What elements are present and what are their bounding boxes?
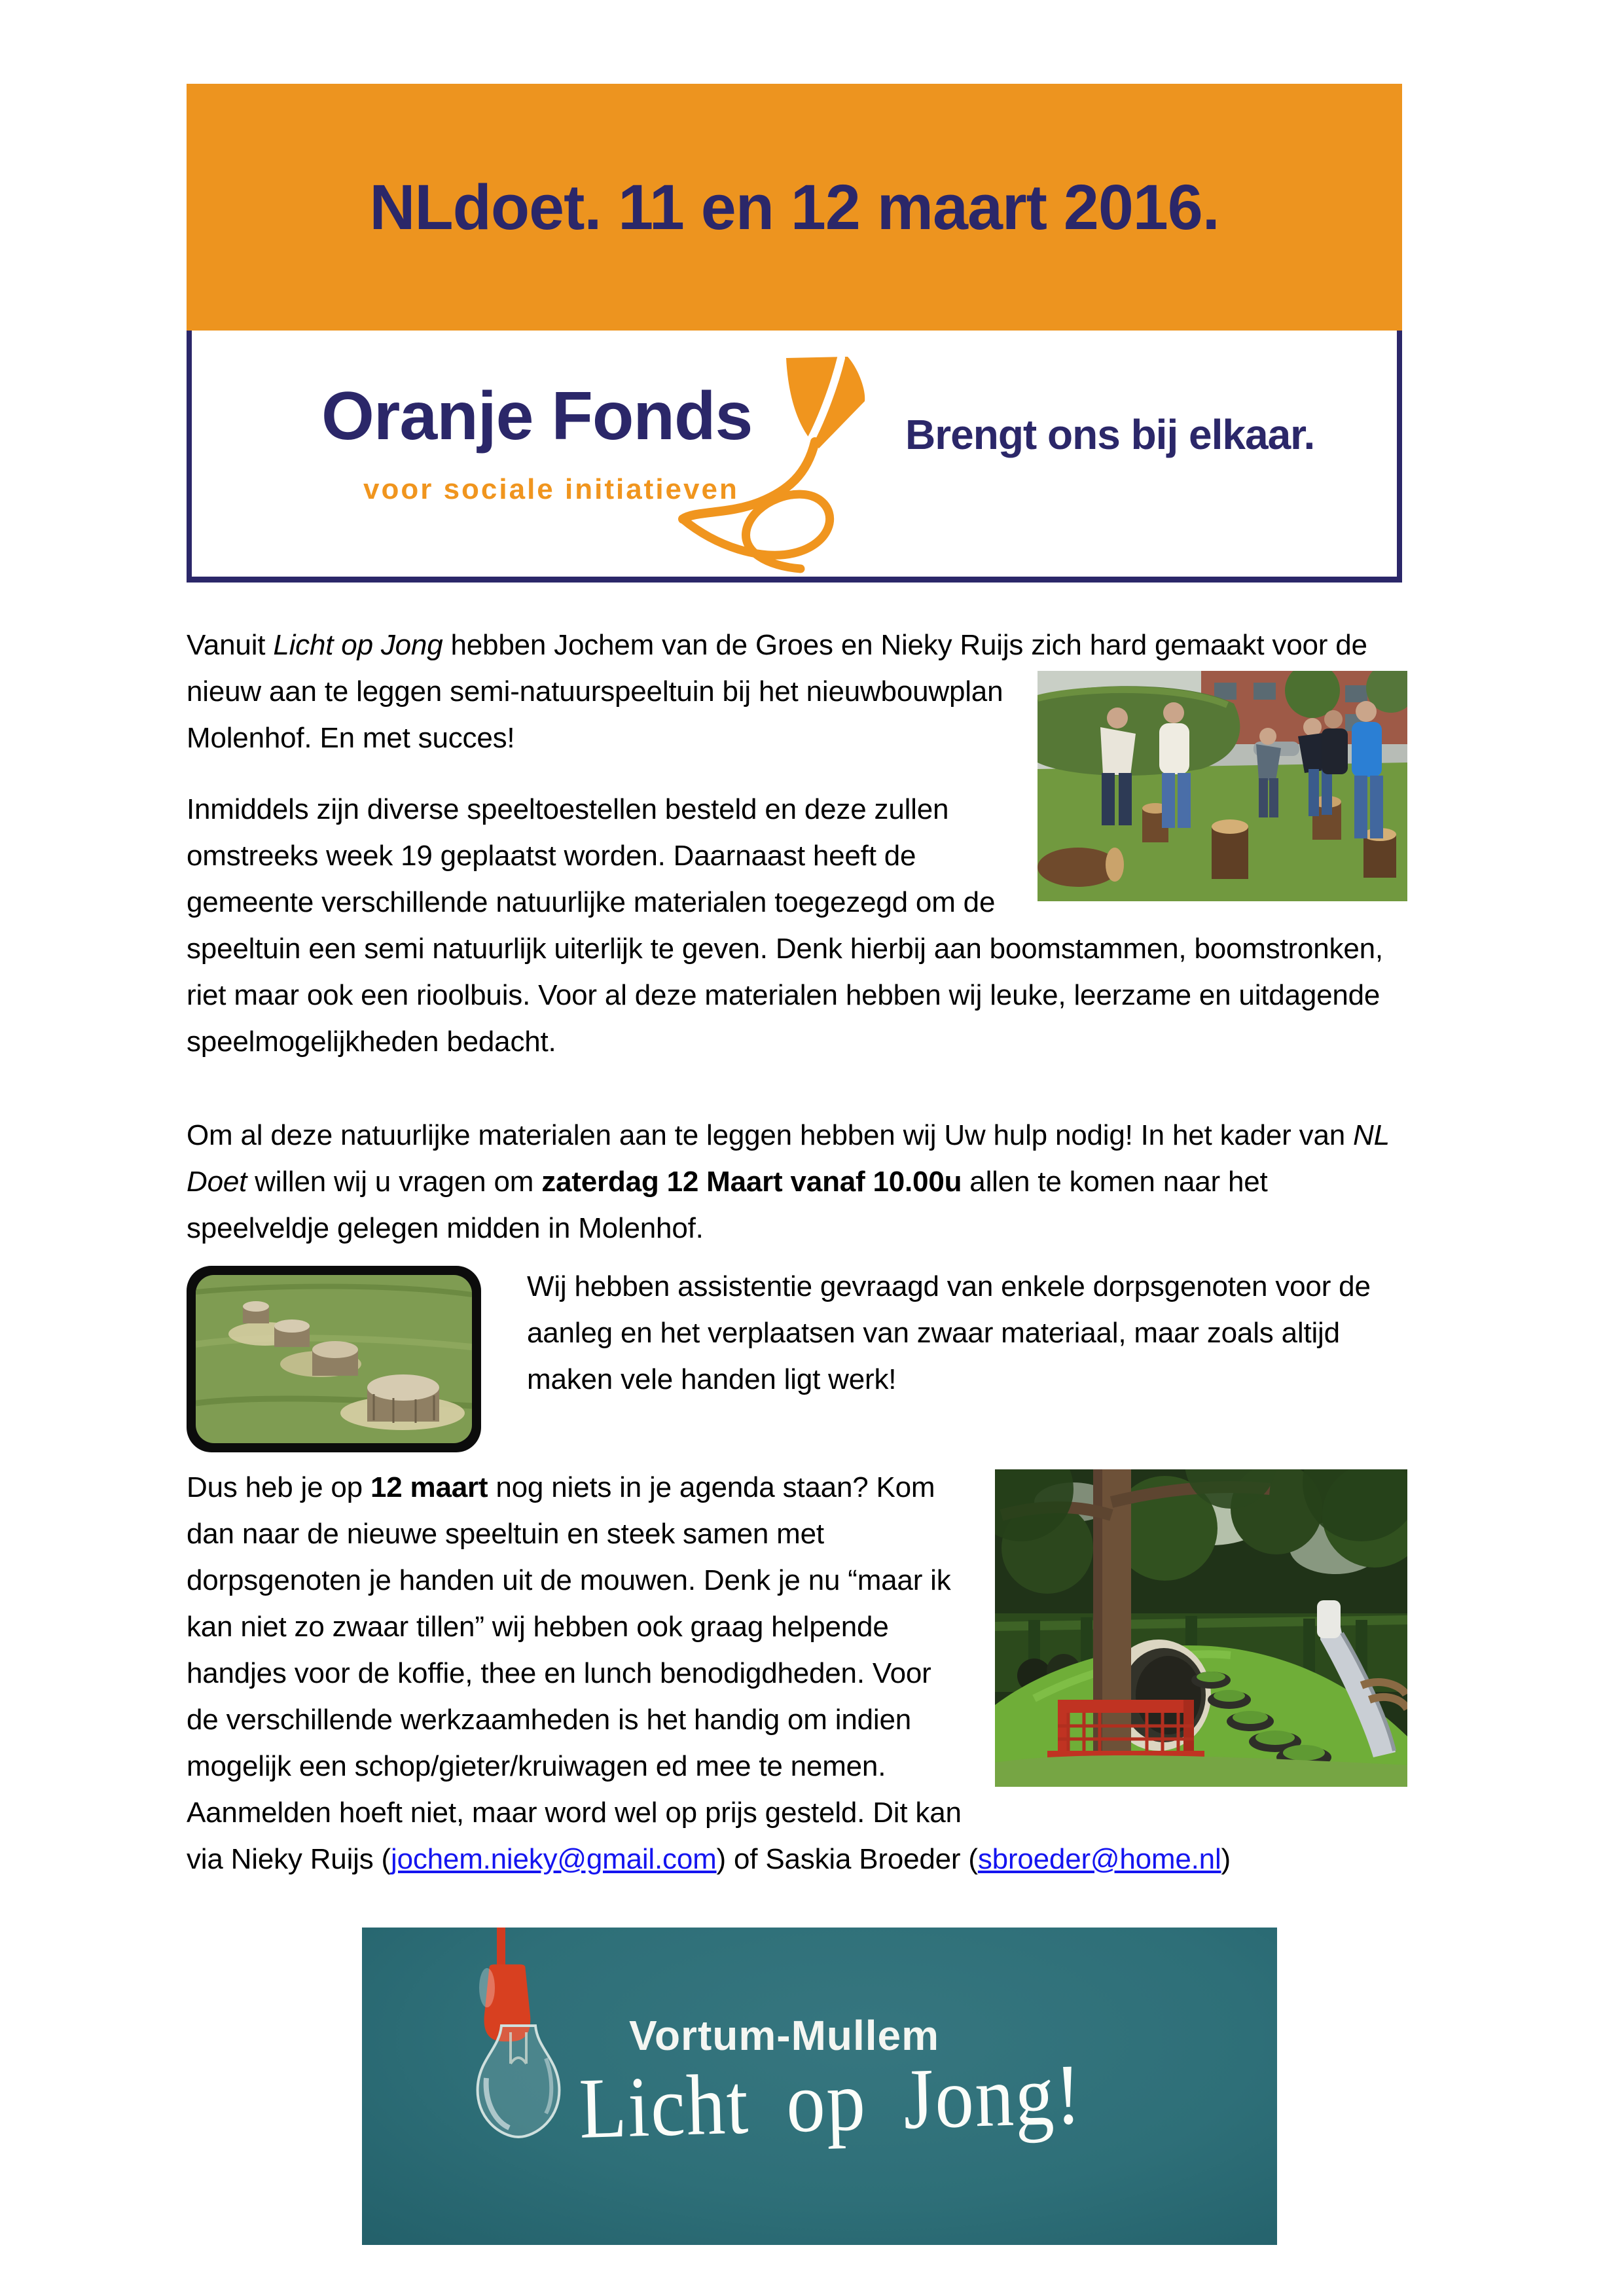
footer-slogan: Licht op Jong! (578, 2045, 1083, 2157)
paragraph-agenda (187, 1464, 1407, 1789)
paragraph-help-request (187, 1112, 1407, 1251)
paragraph-assistance (187, 1263, 1407, 1403)
paragraph-text: voor de nieuw aan te leggen semi-natuurspeeltuin bij het nieuwbouwplan Molenhof. En met succes! (187, 629, 1367, 754)
event-name-italic: NL Doet (187, 1119, 1390, 1198)
paragraph-text: hebben Jochem van de Groes en Nieky Ruijs zich hard gemaakt (442, 629, 1272, 661)
licht-op-jong-banner (362, 1928, 1277, 2245)
email-link-sbroeder[interactable]: sbroeder@home.nl (977, 1843, 1221, 1875)
paragraph-text: Dus heb je op (187, 1471, 370, 1503)
paragraph-text: allen te komen naar het speelveldje gelegen midden in Molenhof. (187, 1166, 1268, 1244)
paragraph-text: ( (381, 1843, 391, 1875)
paragraph-intro (187, 622, 1407, 761)
nldoet-banner (187, 84, 1402, 331)
paragraph-text: ) (1221, 1843, 1231, 1875)
light-bulb-icon (424, 1928, 581, 2147)
playground-slide-photo (995, 1469, 1407, 1787)
oranje-fonds-logo-block (187, 331, 1402, 583)
article-body (187, 622, 1407, 1882)
logo-tagline: voor sociale initiatieven (363, 473, 739, 505)
tree-stumps-photo (187, 1266, 481, 1452)
paragraph-text: Wij hebben assistentie gevraagd van enkele dorpsgenoten voor de aanleg en het verplaatsen van zwaar materiaal, maar zoals altijd maken vele handen ligt werk! (527, 1270, 1371, 1395)
work-title-italic: Licht op Jong (273, 629, 443, 661)
date-highlight: 12 maart (370, 1471, 488, 1503)
date-time-highlight: zaterdag 12 Maart vanaf 10.00u (541, 1166, 962, 1198)
paragraph-text: ( (968, 1843, 978, 1875)
logo-slogan: Brengt ons bij elkaar. (905, 411, 1315, 458)
paragraph-text: ) (716, 1843, 726, 1875)
banner-title: NLdoet. 11 en 12 maart 2016. (369, 171, 1219, 243)
logo-brand-name: Oranje Fonds (321, 378, 753, 454)
footer-village-name: Vortum-Mullem (629, 2012, 940, 2059)
paragraph-text: willen wij u vragen om (247, 1166, 542, 1198)
email-link-jochem-nieky[interactable]: jochem.nieky@gmail.com (391, 1843, 717, 1875)
paragraph-signup (187, 1789, 1407, 1882)
paragraph-text: Aanmelden hoeft niet, maar word wel op prijs gesteld. Dit kan via Nieky Ruijs (187, 1797, 962, 1875)
paragraph-text: Om al deze natuurlijke materialen aan te leggen hebben wij Uw hulp nodig! In het kader van (187, 1119, 1354, 1151)
paragraph-text: Vanuit (187, 629, 274, 661)
paragraph-text: Inmiddels zijn diverse speeltoestellen besteld en deze zullen omstreeks week 19 geplaatst worden. Daarnaast heeft de gemeente verschillende natuurlijke materialen toegezegd om de speeltuin een semi natuurlijk uiterlijk te geven. Denk hierbij aan boomstammen, boomstronken, riet maar ook een rioolbuis. Voor al deze materialen hebben wij leuke, leerzame en uitdagende speelmogelijkheden bedacht. (187, 793, 1383, 1058)
paragraph-text: nog niets in je agenda staan? Kom dan naar de nieuwe speeltuin en steek samen met dorpsgenoten je handen uit de mouwen. Denk je nu “maar ik kan niet zo zwaar tillen” wij hebben ook graag helpende handjes voor de koffie, thee en lunch benodigdheden. Voor de verschillende werkzaamheden is het handig om indien mogelijk een schop/gieter/kruiwagen ed mee te nemen. (187, 1471, 951, 1782)
volunteers-logs-photo (1038, 671, 1407, 901)
paragraph-text: of Saskia Broeder (726, 1843, 969, 1875)
